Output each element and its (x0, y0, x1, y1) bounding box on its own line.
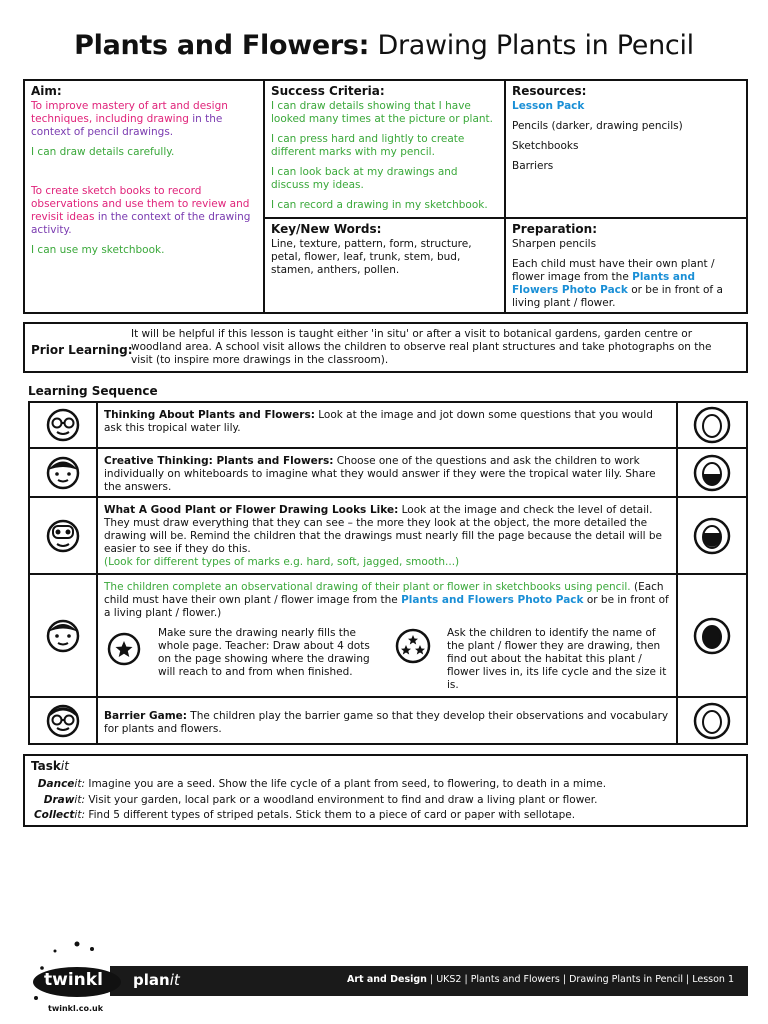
egg-half-icon (676, 449, 746, 496)
face-child-icon (30, 575, 98, 696)
page-title: Plants and Flowers: Drawing Plants in Pencil (74, 30, 694, 61)
egg-empty-icon-2 (676, 698, 746, 743)
egg-full-icon (676, 575, 746, 696)
learning-sequence-heading: Learning Sequence (28, 384, 158, 398)
taskit-item-draw: Drawit: Visit your garden, local park or a woodland environment to find and draw a living plant or flower. (43, 794, 598, 806)
face-hair-icon (30, 449, 98, 496)
footer-lesson-info: Art and Design | UKS2 | Plants and Flowers | Drawing Plants in Pencil | Lesson 1 (346, 974, 734, 985)
resources-cell: Resources: Lesson Pack Pencils (darker, drawing pencils) Sketchbooks Barriers (506, 81, 746, 184)
sequence-row-4: The children complete an observational drawing of their plant or flower in sketchbooks using pencil. (Each child must have their own plant / flower image from the Plants and Flowers Photo Pack or be in front of a living plant / flower.) Make sure the drawing nearly fills the whole page. Teacher: Draw about 4 dots on the page showing where the drawing will reach to and from when finished. Ask the children to identify the name of the plant / flower they are drawing, then find out about the habitat this plant / flower lives in, its life cycle and the size it is. (28, 575, 748, 698)
prior-learning-text: It will be helpful if this lesson is taught either 'in situ' or after a visit to botanical gardens, garden centre or woodland area. A school visit allows the children to observe real plant structures and take photographs on the visit (to inspire more drawings in the classroom). (131, 328, 712, 366)
aim-heading: Aim: (31, 84, 62, 98)
footer-bar (110, 966, 748, 996)
planit-logo: planit (133, 971, 180, 989)
face-glasses-icon (30, 403, 98, 447)
taskit-item-dance: Danceit: Imagine you are a seed. Show the life cycle of a plant from seed, to flowering, to death in a mime. (37, 778, 607, 790)
differentiation-1: Make sure the drawing nearly fills the whole page. Teacher: Draw about 4 dots on the page showing where the drawing will reach to and from when finished. (158, 627, 370, 678)
photo-pack-link[interactable]: Plants and Flowers Photo Pack (512, 271, 695, 296)
twinkl-logo: twinkl twinkl.co.uk (22, 938, 132, 1018)
sequence-row-5: Barrier Game: The children play the barrier game so that they develop their observations and vocabulary for plants and flowers. (28, 698, 748, 745)
photo-pack-link-2[interactable]: Plants and Flowers Photo Pack (401, 594, 584, 606)
success-criteria-cell: Success Criteria: I can draw details showing that I have looked many times at the picture or plant. I can press hard and lightly to create different marks with my pencil. I can look back at my drawings and discuss my ideas. I can record a drawing in my sketchbook. (265, 81, 504, 223)
sequence-row-1: Thinking About Plants and Flowers: Look at the image and jot down some questions that you would ask this tropical water lily. (28, 401, 748, 449)
one-star-icon (106, 631, 142, 671)
prior-learning-box (23, 322, 748, 373)
egg-mostly-full-icon (676, 498, 746, 573)
keywords-cell: Key/New Words: Line, texture, pattern, form, structure, petal, flower, leaf, trunk, stem, bud, stamen, anthers, pollen. (271, 222, 472, 276)
sequence-row-2: Creative Thinking: Plants and Flowers: Choose one of the questions and ask the children to work individually on whiteboards to imagine what they would answer if they were the tropical water lily. Share the answers. (28, 449, 748, 498)
sequence-row-3: What A Good Plant or Flower Drawing Looks Like: Look at the image and check the level of detail. They must draw everything that they can see – the more they look at the object, the more detailed the drawing will be. Remind the children that the drawings must nearly fill the page because the detail will be easier to see if they do this. (Look for different types of marks e.g. hard, soft, jagged, smooth...) (28, 498, 748, 575)
lesson-pack-link[interactable]: Lesson Pack (512, 100, 585, 112)
taskit-heading: Taskit (31, 759, 69, 773)
prior-learning-label: Prior Learning: (31, 343, 133, 357)
face-glasses-icon-2 (30, 698, 98, 743)
taskit-item-collect: Collectit: Find 5 different types of striped petals. Stick them to a piece of card or paper with sellotape. (33, 809, 576, 821)
success-heading: Success Criteria: (271, 84, 385, 98)
resources-heading: Resources: (512, 84, 587, 98)
preparation-cell: Preparation: Sharpen pencils Each child must have their own plant / flower image from the Plants and Flowers Photo Pack or be in front of a living plant / flower. (512, 222, 723, 309)
taskit-box (23, 754, 748, 827)
aim-cell: Aim: To improve mastery of art and design techniques, including drawing in the context of pencil drawings. I can draw details carefully. To create sketch books to record observations and use them to review and revisit ideas in the context of the drawing activity. I can use my sketchbook. (25, 81, 263, 268)
face-owl-icon (30, 498, 98, 573)
egg-empty-icon (676, 403, 746, 447)
differentiation-2: Ask the children to identify the name of the plant / flower they are drawing, then find out about the habitat this plant / flower lives in, its life cycle and the size it is. (447, 627, 667, 691)
three-stars-icon (394, 627, 432, 669)
